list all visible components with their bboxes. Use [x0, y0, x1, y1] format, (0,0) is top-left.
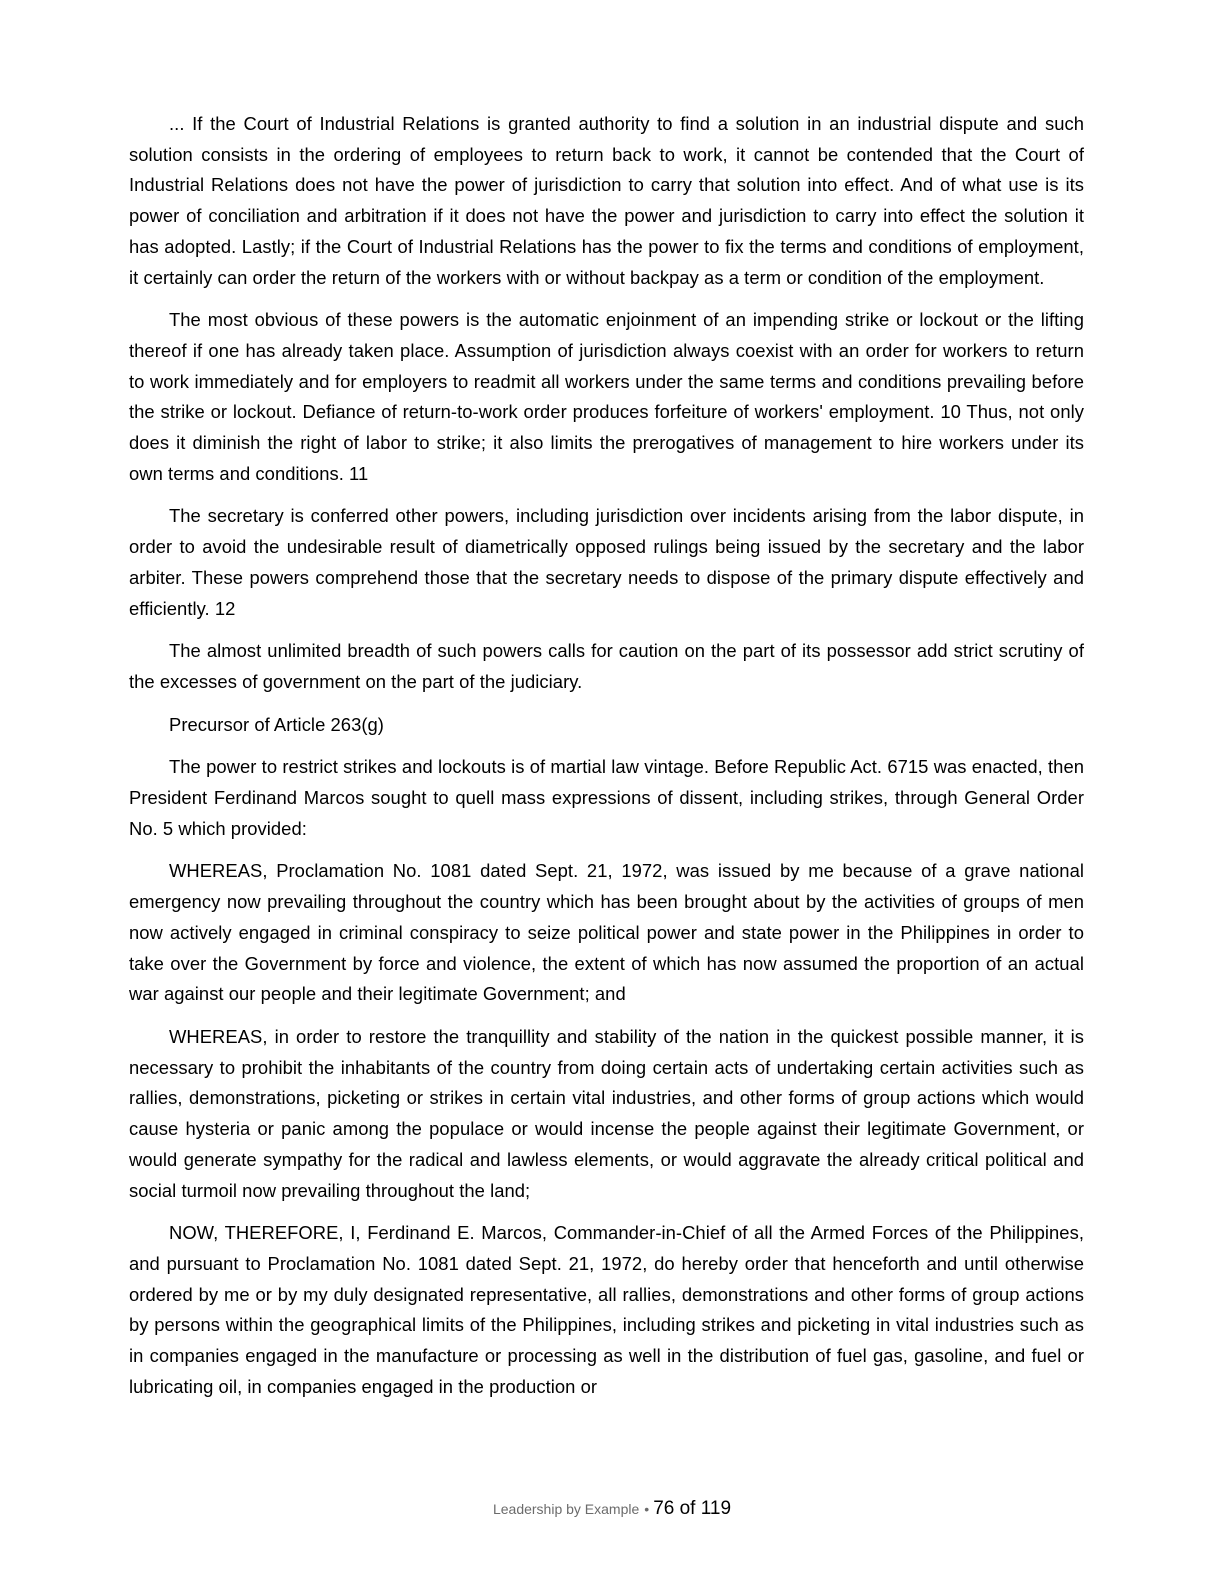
document-body: [129, 109, 1084, 1414]
footer-document-title: Leadership by Example: [492, 1501, 640, 1517]
paragraph-martial-law-vintage: The power to restrict strikes and lockouts is of martial law vintage. Before Republic Act. 6715 was enacted, then President Ferdinand Marcos sought to quell mass expressions of dissent, including strikes, through General Order No. 5 which provided:: [129, 756, 1084, 839]
footer-bullet-separator: •: [644, 1501, 650, 1517]
paragraph-now-therefore: NOW, THEREFORE, I, Ferdinand E. Marcos, Commander-in-Chief of all the Armed Forces of the Philippines, and pursuant to Proclamation No. 1081 dated Sept. 21, 1972, do hereby order that henceforth and until otherwise ordered by me or by my duly designated representative, all rallies, demonstrations and other forms of group actions by persons within the geographical limits of the Philippines, including strikes and picketing in vital industries such as in companies engaged in the manufacture or processing as well in the distribution of fuel gas, gasoline, and fuel or lubricating oil, in companies engaged in the production or: [129, 1222, 1084, 1397]
paragraph-whereas-proclamation: WHEREAS, Proclamation No. 1081 dated Sept. 21, 1972, was issued by me because of a grave national emergency now prevailing throughout the country which has been brought about by the activities of groups of men now actively engaged in criminal conspiracy to seize political power and state power in the Philippines in order to take over the Government by force and violence, the extent of which has now assumed the proportion of an actual war against our people and their legitimate Government; and: [129, 860, 1084, 1005]
footer-page-number: 76 of 119: [653, 1498, 732, 1519]
paragraph-unlimited-breadth: The almost unlimited breadth of such powers calls for caution on the part of its possessor add strict scrutiny of the excesses of government on the part of the judiciary.: [129, 640, 1084, 692]
paragraph-court-industrial-relations: ... If the Court of Industrial Relations is granted authority to find a solution in an industrial dispute and such solution consists in the ordering of employees to return back to work, it cannot be contended that the Court of Industrial Relations does not have the power of jurisdiction to carry that solution into effect. And of what use is its power of conciliation and arbitration if it does not have the power and jurisdiction to carry into effect the solution it has adopted. Lastly; if the Court of Industrial Relations has the power to fix the terms and conditions of employment, it certainly can order the return of the workers with or without backpay as a term or condition of the employment.: [129, 113, 1084, 288]
paragraph-obvious-powers: The most obvious of these powers is the automatic enjoinment of an impending strike or lockout or the lifting thereof if one has already taken place. Assumption of jurisdiction always coexist with an order for workers to return to work immediately and for employers to readmit all workers under the same terms and conditions prevailing before the strike or lockout. Defiance of return-to-work order produces forfeiture of workers' employment. 10 Thus, not only does it diminish the right of labor to strike; it also limits the prerogatives of management to hire workers under its own terms and conditions. 11: [129, 309, 1084, 484]
section-heading-precursor: Precursor of Article 263(g): [169, 713, 384, 735]
paragraph-secretary-powers: The secretary is conferred other powers, including jurisdiction over incidents arising from the labor dispute, in order to avoid the undesirable result of diametrically opposed rulings being issued by the secretary and the labor arbiter. These powers comprehend those that the secretary needs to dispose of the primary dispute effectively and efficiently. 12: [129, 505, 1084, 619]
page-footer: [0, 1498, 1224, 1520]
paragraph-whereas-tranquillity: WHEREAS, in order to restore the tranquillity and stability of the nation in the quickest possible manner, it is necessary to prohibit the inhabitants of the country from doing certain acts of undertaking certain activities such as rallies, demonstrations, picketing or strikes in certain vital industries, and other forms of group actions which would cause hysteria or panic among the populace or would incense the people against their legitimate Government, or would generate sympathy for the radical and lawless elements, or would aggravate the already critical political and social turmoil now prevailing throughout the land;: [129, 1025, 1084, 1201]
